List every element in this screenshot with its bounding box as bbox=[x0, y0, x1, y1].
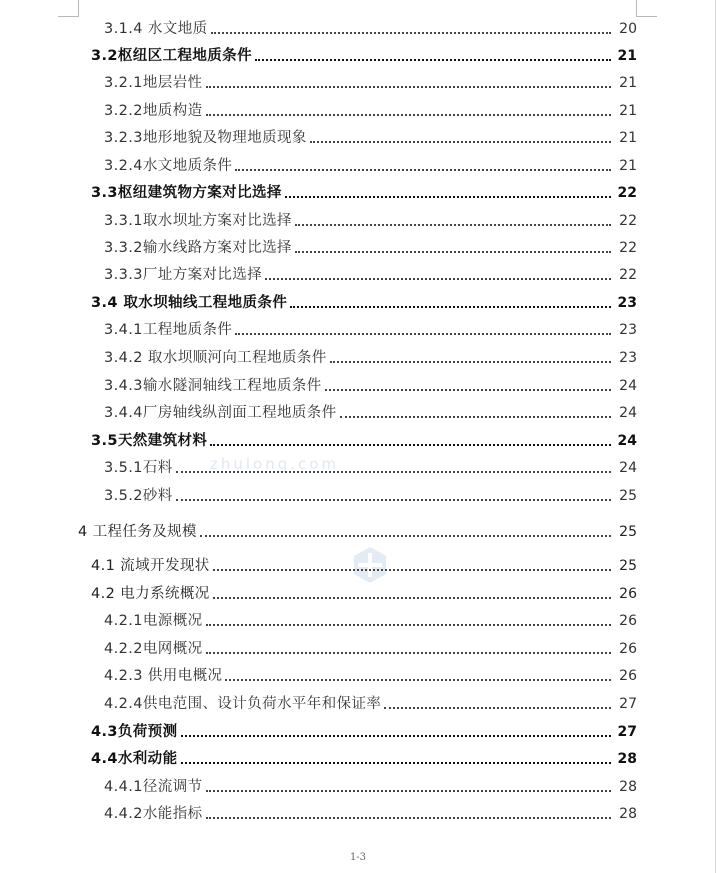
watermark-text: zhulong.com bbox=[210, 455, 340, 473]
toc-entry-title: 3.2.3地形地貌及物理地质现象 bbox=[104, 130, 307, 146]
toc-entry-title: 3.4.2 取水坝顺河向工程地质条件 bbox=[104, 350, 327, 366]
margin-corner-mark bbox=[636, 0, 657, 17]
toc-dot-leader bbox=[206, 624, 612, 626]
toc-entry-page-number: 21 bbox=[619, 103, 637, 119]
toc-entry-page-number: 22 bbox=[619, 213, 637, 229]
toc-entry[interactable] bbox=[104, 663, 637, 685]
toc-entry[interactable] bbox=[91, 43, 637, 65]
toc-entry-page-number: 21 bbox=[617, 48, 637, 64]
toc-entry[interactable] bbox=[104, 774, 637, 796]
toc-entry[interactable] bbox=[91, 553, 637, 575]
toc-entry-page-number: 24 bbox=[619, 378, 637, 394]
toc-dot-leader bbox=[325, 389, 611, 391]
toc-dot-leader bbox=[295, 251, 611, 253]
toc-entry[interactable] bbox=[104, 153, 637, 175]
toc-entry-page-number: 22 bbox=[619, 240, 637, 256]
toc-entry[interactable] bbox=[104, 691, 637, 713]
toc-entry[interactable] bbox=[104, 455, 637, 477]
toc-entry[interactable] bbox=[104, 98, 637, 120]
toc-entry-page-number: 26 bbox=[619, 613, 637, 629]
toc-dot-leader bbox=[235, 333, 611, 335]
toc-entry-page-number: 28 bbox=[619, 779, 637, 795]
toc-entry-title: 3.4.3输水隧洞轴线工程地质条件 bbox=[104, 378, 322, 394]
toc-dot-leader bbox=[206, 817, 612, 819]
toc-entry-page-number: 21 bbox=[619, 75, 637, 91]
toc-entry-title: 4.4.1径流调节 bbox=[104, 779, 203, 795]
toc-entry-page-number: 23 bbox=[619, 350, 637, 366]
toc-dot-leader bbox=[206, 86, 612, 88]
toc-entry-title: 4.3负荷预测 bbox=[91, 724, 178, 740]
toc-entry-title: 3.5.1石料 bbox=[104, 460, 173, 476]
toc-entry[interactable] bbox=[104, 608, 637, 630]
toc-dot-leader bbox=[330, 361, 611, 363]
toc-entry-page-number: 28 bbox=[619, 806, 637, 822]
toc-entry-page-number: 24 bbox=[617, 433, 637, 449]
toc-entry-page-number: 23 bbox=[617, 295, 637, 311]
toc-entry-page-number: 24 bbox=[619, 460, 637, 476]
toc-dot-leader bbox=[206, 652, 612, 654]
toc-entry[interactable] bbox=[104, 801, 637, 823]
toc-entry-page-number: 25 bbox=[619, 524, 637, 540]
toc-entry-page-number: 28 bbox=[617, 751, 637, 767]
toc-entry[interactable] bbox=[104, 16, 637, 38]
toc-entry-title: 4.2.4供电范围、设计负荷水平年和保证率 bbox=[104, 696, 382, 712]
toc-entry[interactable] bbox=[91, 290, 637, 312]
toc-dot-leader bbox=[200, 535, 611, 537]
toc-entry-title: 3.4.1工程地质条件 bbox=[104, 322, 233, 338]
toc-entry-title: 3.3枢纽建筑物方案对比选择 bbox=[91, 185, 282, 201]
toc-entry[interactable] bbox=[78, 519, 637, 541]
toc-entry[interactable] bbox=[91, 180, 637, 202]
toc-entry-title: 4.2.3 供用电概况 bbox=[104, 668, 223, 684]
toc-entry-title: 3.3.2输水线路方案对比选择 bbox=[104, 240, 292, 256]
toc-entry[interactable] bbox=[104, 208, 637, 230]
toc-entry[interactable] bbox=[104, 400, 637, 422]
toc-dot-leader bbox=[295, 224, 611, 226]
toc-entry-page-number: 26 bbox=[619, 586, 637, 602]
toc-entry-page-number: 26 bbox=[619, 641, 637, 657]
margin-corner-mark bbox=[58, 0, 79, 17]
toc-entry[interactable] bbox=[104, 235, 637, 257]
toc-entry[interactable] bbox=[104, 345, 637, 367]
toc-dot-leader bbox=[181, 762, 612, 764]
toc-entry-title: 4.4水利动能 bbox=[91, 751, 178, 767]
toc-entry-title: 3.2.2地质构造 bbox=[104, 103, 203, 119]
toc-dot-leader bbox=[235, 169, 611, 171]
toc-entry[interactable] bbox=[104, 317, 637, 339]
toc-entry[interactable] bbox=[91, 746, 637, 768]
toc-entry-title: 3.3.1取水坝址方案对比选择 bbox=[104, 213, 292, 229]
toc-dot-leader bbox=[225, 679, 611, 681]
toc-entry-title: 4.4.2水能指标 bbox=[104, 806, 203, 822]
toc-entry-title: 4.2 电力系统概况 bbox=[91, 586, 210, 602]
toc-entry-title: 4 工程任务及规模 bbox=[78, 524, 197, 540]
toc-entry[interactable] bbox=[104, 125, 637, 147]
toc-entry[interactable] bbox=[104, 373, 637, 395]
toc-entry-title: 4.2.2电网概况 bbox=[104, 641, 203, 657]
toc-entry-title: 4.2.1电源概况 bbox=[104, 613, 203, 629]
toc-entry-page-number: 25 bbox=[619, 558, 637, 574]
toc-dot-leader bbox=[206, 790, 612, 792]
toc-entry[interactable] bbox=[104, 262, 637, 284]
toc-entry[interactable] bbox=[104, 636, 637, 658]
toc-dot-leader bbox=[265, 278, 611, 280]
toc-entry-page-number: 25 bbox=[619, 488, 637, 504]
toc-entry[interactable] bbox=[104, 483, 637, 505]
toc-dot-leader bbox=[206, 114, 612, 116]
toc-dot-leader bbox=[310, 141, 611, 143]
toc-dot-leader bbox=[210, 444, 611, 446]
toc-dot-leader bbox=[285, 196, 611, 198]
toc-entry[interactable] bbox=[91, 428, 637, 450]
toc-entry-page-number: 27 bbox=[619, 696, 637, 712]
toc-dot-leader bbox=[340, 416, 611, 418]
toc-dot-leader bbox=[213, 597, 611, 599]
toc-entry-page-number: 21 bbox=[619, 158, 637, 174]
toc-entry-title: 3.2.4水文地质条件 bbox=[104, 158, 233, 174]
toc-dot-leader bbox=[176, 471, 611, 473]
toc-dot-leader bbox=[211, 32, 611, 34]
toc-entry-title: 3.2.1地层岩性 bbox=[104, 75, 203, 91]
toc-entry-page-number: 21 bbox=[619, 130, 637, 146]
toc-entry-title: 3.5.2砂料 bbox=[104, 488, 173, 504]
toc-entry-page-number: 26 bbox=[619, 668, 637, 684]
toc-dot-leader bbox=[384, 707, 611, 709]
toc-entry-title: 3.1.4 水文地质 bbox=[104, 21, 208, 37]
toc-dot-leader bbox=[176, 499, 611, 501]
toc-entry-page-number: 22 bbox=[619, 267, 637, 283]
toc-entry-page-number: 27 bbox=[617, 724, 637, 740]
toc-entry[interactable] bbox=[104, 70, 637, 92]
toc-entry-title: 3.4 取水坝轴线工程地质条件 bbox=[91, 295, 288, 311]
toc-dot-leader bbox=[181, 735, 612, 737]
toc-entry-title: 4.1 流域开发现状 bbox=[91, 558, 210, 574]
toc-entry-title: 3.3.3厂址方案对比选择 bbox=[104, 267, 263, 283]
toc-entry-title: 3.2枢纽区工程地质条件 bbox=[91, 48, 252, 64]
toc-entry-page-number: 23 bbox=[619, 322, 637, 338]
toc-entry-title: 3.4.4厂房轴线纵剖面工程地质条件 bbox=[104, 405, 337, 421]
toc-dot-leader bbox=[255, 59, 611, 61]
toc-entry-title: 3.5天然建筑材料 bbox=[91, 433, 208, 449]
toc-dot-leader bbox=[290, 306, 611, 308]
toc-dot-leader bbox=[213, 569, 611, 571]
page-footer-number: 1-3 bbox=[349, 852, 367, 863]
toc-entry-page-number: 24 bbox=[619, 405, 637, 421]
toc-entry[interactable] bbox=[91, 581, 637, 603]
toc-entry[interactable] bbox=[91, 719, 637, 741]
toc-entry-page-number: 20 bbox=[619, 21, 637, 37]
toc-entry-page-number: 22 bbox=[617, 185, 637, 201]
